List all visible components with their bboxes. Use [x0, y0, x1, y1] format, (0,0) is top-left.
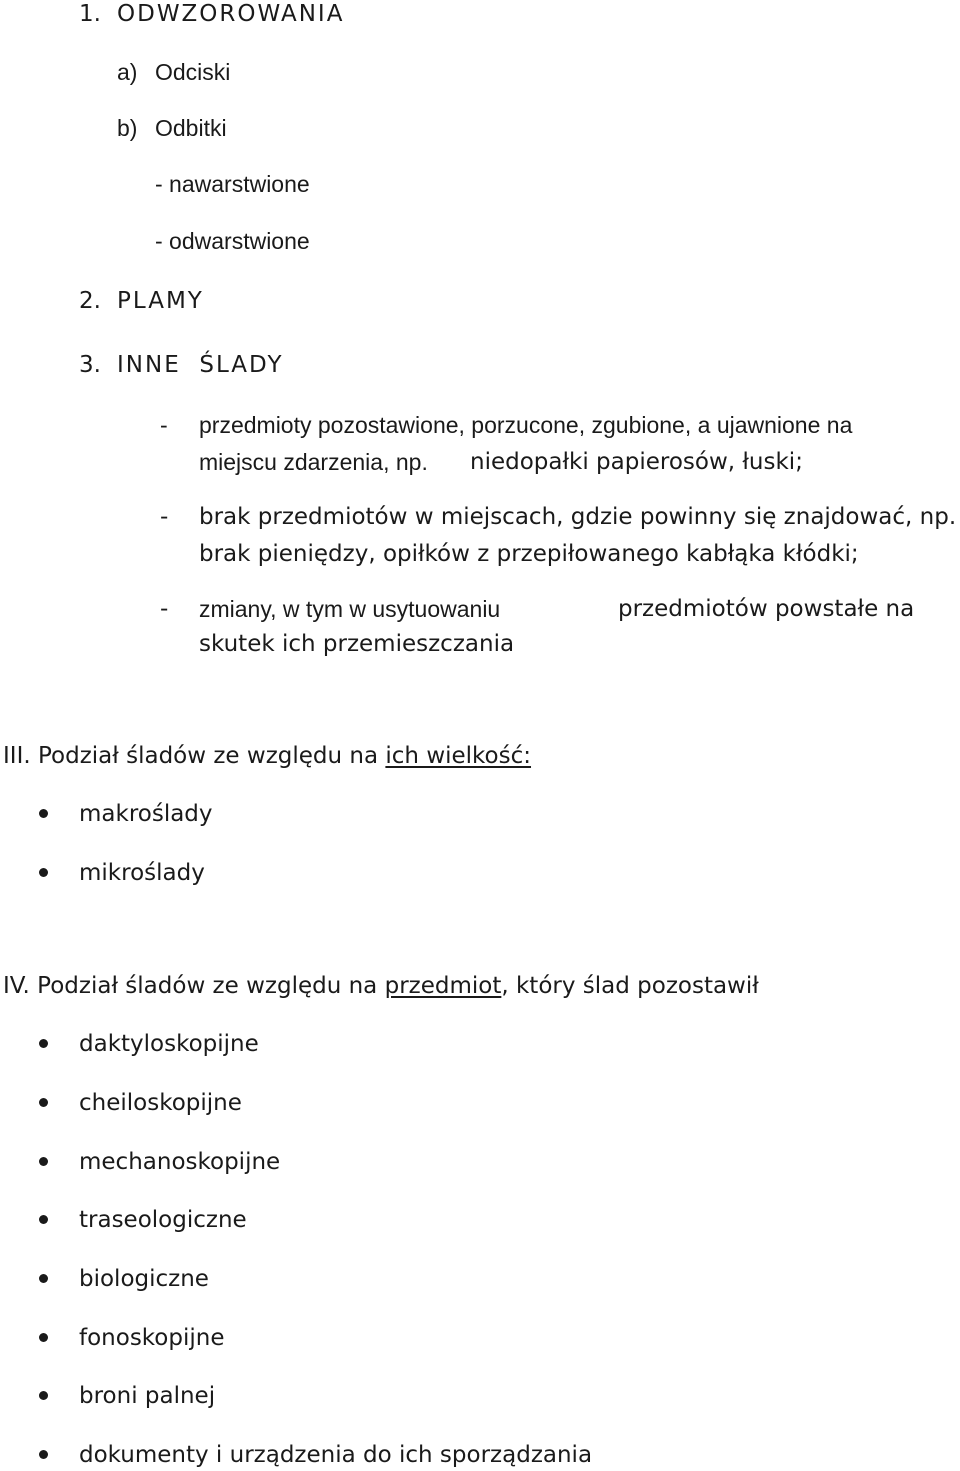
list-item-a-label: Odciski — [155, 59, 231, 85]
bullet-icon — [39, 809, 48, 818]
bullet-icon — [39, 1157, 48, 1166]
bullet-item-makroslady: makroślady — [79, 801, 213, 827]
bullet-item-dokumenty: dokumenty i urządzenia do ich sporządzania — [79, 1442, 593, 1468]
section-iv-heading-prefix: IV. Podział śladów ze względu na — [3, 973, 378, 999]
bullet-item-daktyloskopijne: daktyloskopijne — [79, 1031, 259, 1057]
section-3-item-3-line-1b: przedmiotów powstałe na — [618, 596, 915, 622]
bullet-icon — [39, 868, 48, 877]
bullet-icon — [39, 1098, 48, 1107]
section-3-item-3-line-2: skutek ich przemieszczania — [199, 631, 515, 657]
sub-item-odwarstwione: - odwarstwione — [155, 228, 310, 254]
section-iii-heading — [3, 745, 531, 768]
section-2-number: 2. — [79, 288, 101, 314]
section-iii-heading-underlined: ich wielkość: — [385, 743, 532, 769]
bullet-item-biologiczne: biologiczne — [79, 1266, 209, 1292]
bullet-item-mikroslady: mikroślady — [79, 860, 205, 886]
bullet-item-broni-palnej: broni palnej — [79, 1383, 216, 1409]
list-item-a-marker: a) — [117, 59, 138, 85]
section-3-item-1-line-2b: niedopałki papierosów, łuski; — [470, 449, 803, 475]
section-3-item-1-line-1: przedmioty pozostawione, porzucone, zgubione, a ujawnione na — [199, 412, 853, 438]
bullet-icon — [39, 1391, 48, 1400]
list-item-b-marker: b) — [117, 115, 138, 141]
section-iv-heading — [3, 975, 759, 998]
sub-item-nawarstwione: - nawarstwione — [155, 171, 310, 197]
section-3-item-3-line-1a: zmiany, w tym w usytuowaniu — [199, 596, 501, 622]
bullet-icon — [39, 1039, 48, 1048]
dash-marker-3: - — [160, 596, 169, 622]
bullet-icon — [39, 1274, 48, 1283]
bullet-item-mechanoskopijne: mechanoskopijne — [79, 1149, 281, 1175]
bullet-item-cheiloskopijne: cheiloskopijne — [79, 1090, 242, 1116]
section-1-title: ODWZOROWANIA — [117, 1, 345, 27]
section-3-item-2-line-2: brak pieniędzy, opiłków z przepiłowanego kabłąka kłódki; — [199, 541, 859, 567]
bullet-icon — [39, 1333, 48, 1342]
bullet-item-traseologiczne: traseologiczne — [79, 1207, 247, 1233]
dash-marker-2: - — [160, 504, 169, 530]
bullet-icon — [39, 1450, 48, 1459]
bullet-item-fonoskopijne: fonoskopijne — [79, 1325, 225, 1351]
section-iii-heading-prefix: III. Podział śladów ze względu na — [3, 743, 379, 769]
section-3-number: 3. — [79, 352, 101, 378]
section-2-title: PLAMY — [117, 288, 204, 314]
bullet-icon — [39, 1215, 48, 1224]
list-item-b-label: Odbitki — [155, 115, 227, 141]
section-3-item-1-line-2a: miejscu zdarzenia, np. — [199, 449, 428, 475]
section-3-title: INNE ŚLADY — [117, 352, 284, 378]
section-3-item-2-line-1: brak przedmiotów w miejscach, gdzie powinny się znajdować, np. — [199, 504, 957, 530]
section-1-number: 1. — [79, 1, 101, 27]
section-iv-heading-underlined: przedmiot — [384, 973, 502, 999]
dash-marker-1: - — [160, 412, 168, 438]
section-iv-heading-suffix: , który ślad pozostawił — [501, 973, 759, 999]
